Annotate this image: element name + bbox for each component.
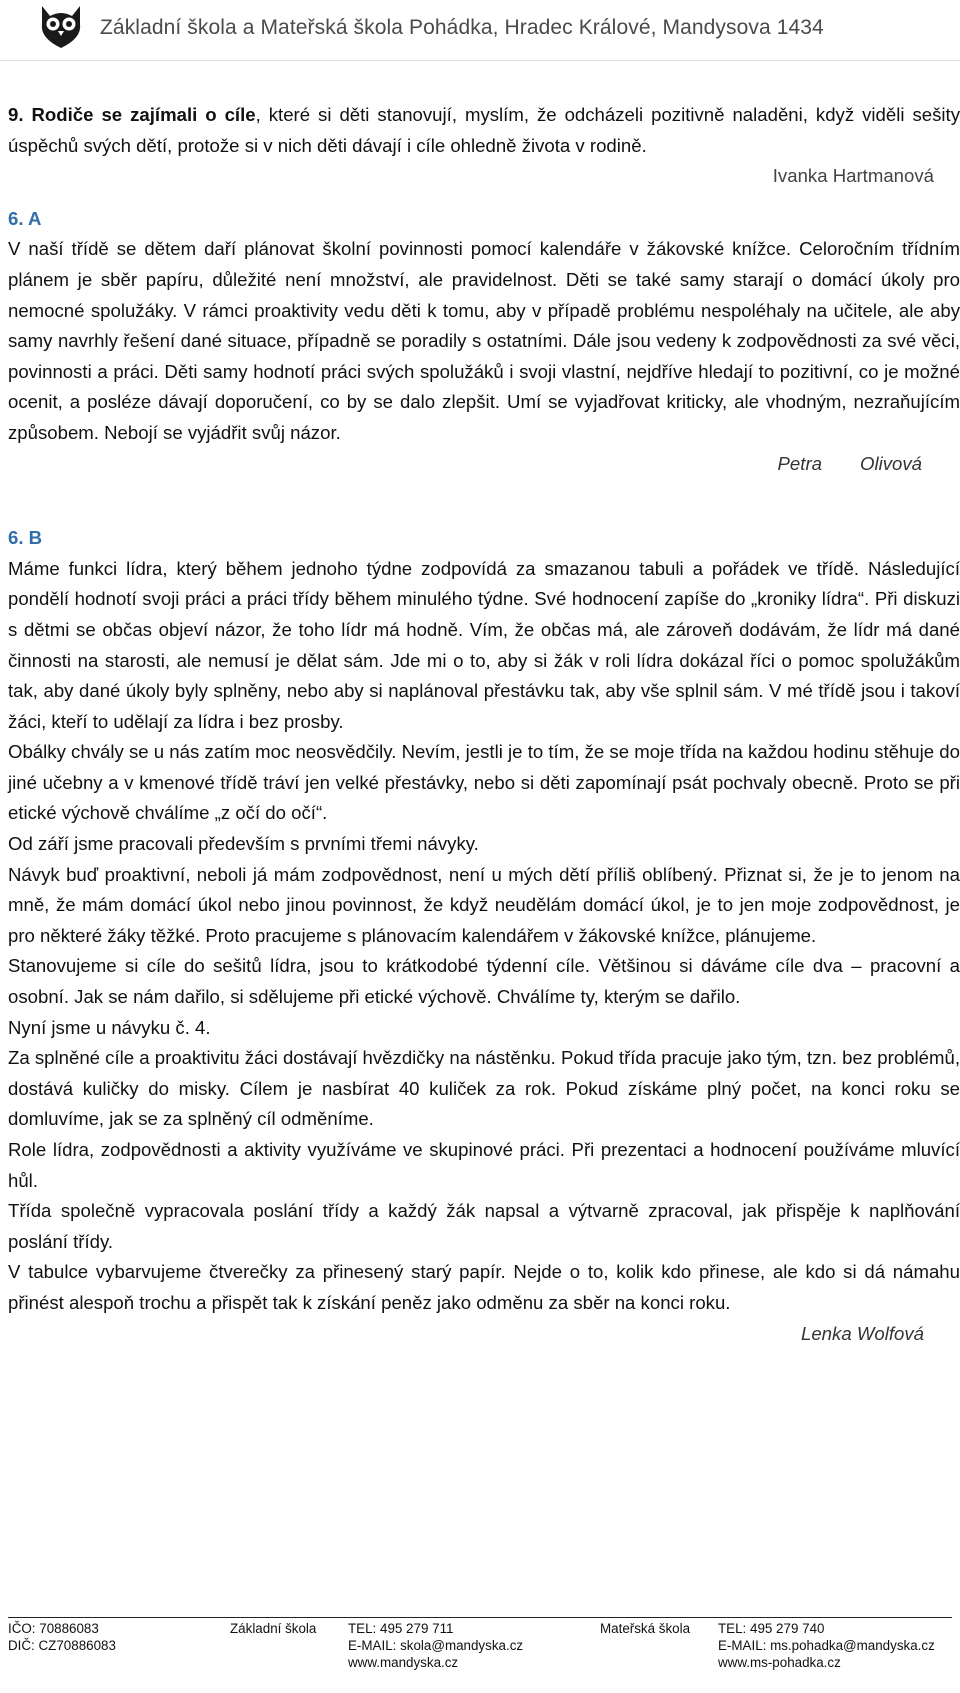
footer-ms-label: Mateřská škola — [600, 1621, 691, 1636]
section-text: , které si děti stanovují, myslím, že odcházeli pozitivně naladěni, když viděli sešity úspěchů svých dětí, protože si v nich děti dávají i cíle ohledně života v rodině. — [8, 104, 960, 156]
paragraph: Nyní jsme u návyku č. 4. — [8, 1016, 211, 1038]
signature-last: Olivová — [859, 452, 922, 474]
footer-ids — [8, 1620, 116, 1654]
paragraph: Třída společně vypracovala poslání třídy a každý žák napsal a výtvarně zpracoval, jak přispěje k naplňování poslání třídy. — [8, 1200, 960, 1252]
signature-first: Petra — [777, 452, 822, 474]
section-parents-goals — [8, 100, 960, 161]
footer-ms-email[interactable]: E-MAIL: ms.pohadka@mandyska.cz — [718, 1638, 935, 1653]
footer-ms-web[interactable]: www.ms-pohadka.cz — [718, 1655, 841, 1670]
document-body — [8, 100, 960, 1349]
header-divider — [0, 60, 960, 61]
footer-school-contacts — [348, 1620, 523, 1671]
footer-zs-email[interactable]: E-MAIL: skola@mandyska.cz — [348, 1638, 524, 1653]
footer-dic: DIČ: CZ70886083 — [8, 1638, 116, 1653]
paragraph: Obálky chvály se u nás zatím moc neosvědčily. Nevím, jestli je to tím, že se moje třída na každou hodinu stěhuje do jiné učebny a v kmenové třídě tráví jen velké přestávky, nebo si děti zapomínají psát pochvaly obecně. Proto se při etické výchově chválíme „z očí do očí“. — [8, 741, 960, 824]
signature: Lenka Wolfová — [801, 1322, 924, 1344]
header-title: Základní škola a Mateřská škola Pohádka, Hradec Králové, Mandysova 1434 — [100, 16, 824, 39]
paragraph: Od září jsme pracovali především s prvními třemi návyky. — [8, 833, 479, 855]
paragraph: Stanovujeme si cíle do sešitů lídra, jsou to krátkodobé týdenní cíle. Většinou si dáváme cíle dva – pracovní a osobní. Jak se nám dařilo, si sdělujeme při etické výchově. Chválíme ty, kterým se dařilo. — [8, 955, 960, 1008]
signature — [8, 449, 960, 480]
footer-zs-label: Základní škola — [230, 1621, 317, 1636]
section-lead: 9. Rodiče se zajímali o cíle — [8, 104, 256, 125]
footer-kindergarten-contacts — [718, 1620, 935, 1671]
footer-school-label — [230, 1620, 316, 1637]
paragraph: Návyk buď proaktivní, neboli já mám zodpovědnost, není u mých dětí příliš oblíbený. Přiznat si, že je to jenom na mně, že mám domácí úkol nebo jinou povinnost, že když neudělám domácí úkol, je to jen moje zodpovědnost, je pro některé žáky těžké. Proto pracujeme s plánovacím kalendářem v žákovské knížce, plánujeme. — [8, 863, 960, 946]
signature: Ivanka Hartmanová — [772, 165, 934, 187]
section-6a-text: V naší třídě se dětem daří plánovat školní povinnosti pomocí kalendáře v žákovské knížce. Celoročním třídním plánem je sběr papíru, důležité není množství, ale pravidelnost. Děti se také samy starají o domácí úkoly pro nemocné spolužáky. V rámci proaktivity vedu děti k tomu, aby v případě problému nespoléhaly na učitele, ale aby samy navrhly řešení dané situace, případně se poradily s ostatními. Dále jsou vedeny k zodpovědnosti za své věci, povinnosti a práci. Děti samy hodnotí práci svých spolužáků i svoji vlastní, nejdříve hledají to pozitivní, co je možné ocenit, a posléze dávají doporučení, co by se dalo zlepšit. Umí se vyjadřovat kriticky, ale vhodným, nezraňujícím způsobem. Nebojí se vyjádřit svůj názor. — [8, 238, 960, 443]
footer-ms-tel: TEL: 495 279 740 — [718, 1621, 825, 1636]
footer-zs-tel: TEL: 495 279 711 — [348, 1621, 454, 1636]
footer-ico: IČO: 70886083 — [8, 1621, 99, 1636]
footer-divider — [8, 1617, 952, 1618]
paragraph: Máme funkci lídra, který během jednoho týdne zodpovídá za smazanou tabuli a pořádek ve třídě. Následující pondělí hodnotí svoji práci a práci třídy během minulého týdne. Své hodnocení zapíše do „kroniky lídra“. Při diskuzi s dětmi se občas objeví názor, že toho lídr má hodně. Vím, že občas má, ale zároveň dodávám, že lídr má dané činnosti na starosti, ale nemusí je dělat sám. Jde mi o to, aby si žák v roli lídra dokázal říci o pomoc spolužákům tak, aby dané úkoly byly splněny, nebo aby si naplánoval přestávku tak, aby vše splnil sám. V mé třídě jsou i takoví žáci, kteří to udělají za lídra i bez prosby. — [8, 557, 960, 732]
paragraph: Za splněné cíle a proaktivitu žáci dostávají hvězdičky na nástěnku. Pokud třída pracuje jako tým, tzn. bez problémů, dostává kuličky do misky. Cílem je nasbírat 40 kuliček za rok. Pokud získáme plný počet, na konci roku se domluvíme, jak se za splněný cíl odměníme. — [8, 1047, 960, 1130]
spacer — [8, 192, 960, 204]
heading-6b: 6. B — [8, 527, 43, 549]
paragraph: V tabulce vybarvujeme čtverečky za přinesený starý papír. Nejde o to, kolik kdo přinese, ale kdo si dá námahu přinést alespoň trochu a přispět tak k získání peněz jako odměnu za sběr na konci roku. — [8, 1261, 960, 1313]
heading-6a: 6. A — [8, 207, 42, 229]
owl-logo-icon — [36, 4, 86, 50]
paragraph: Role lídra, zodpovědnosti a aktivity využíváme ve skupinové práci. Při prezentaci a hodnocení používáme mluvící hůl. — [8, 1139, 960, 1191]
page-footer — [8, 1620, 952, 1690]
spacer — [8, 479, 960, 523]
footer-kindergarten-label — [600, 1620, 690, 1637]
footer-zs-web[interactable]: www.mandyska.cz — [348, 1655, 459, 1670]
page-header — [0, 0, 960, 62]
